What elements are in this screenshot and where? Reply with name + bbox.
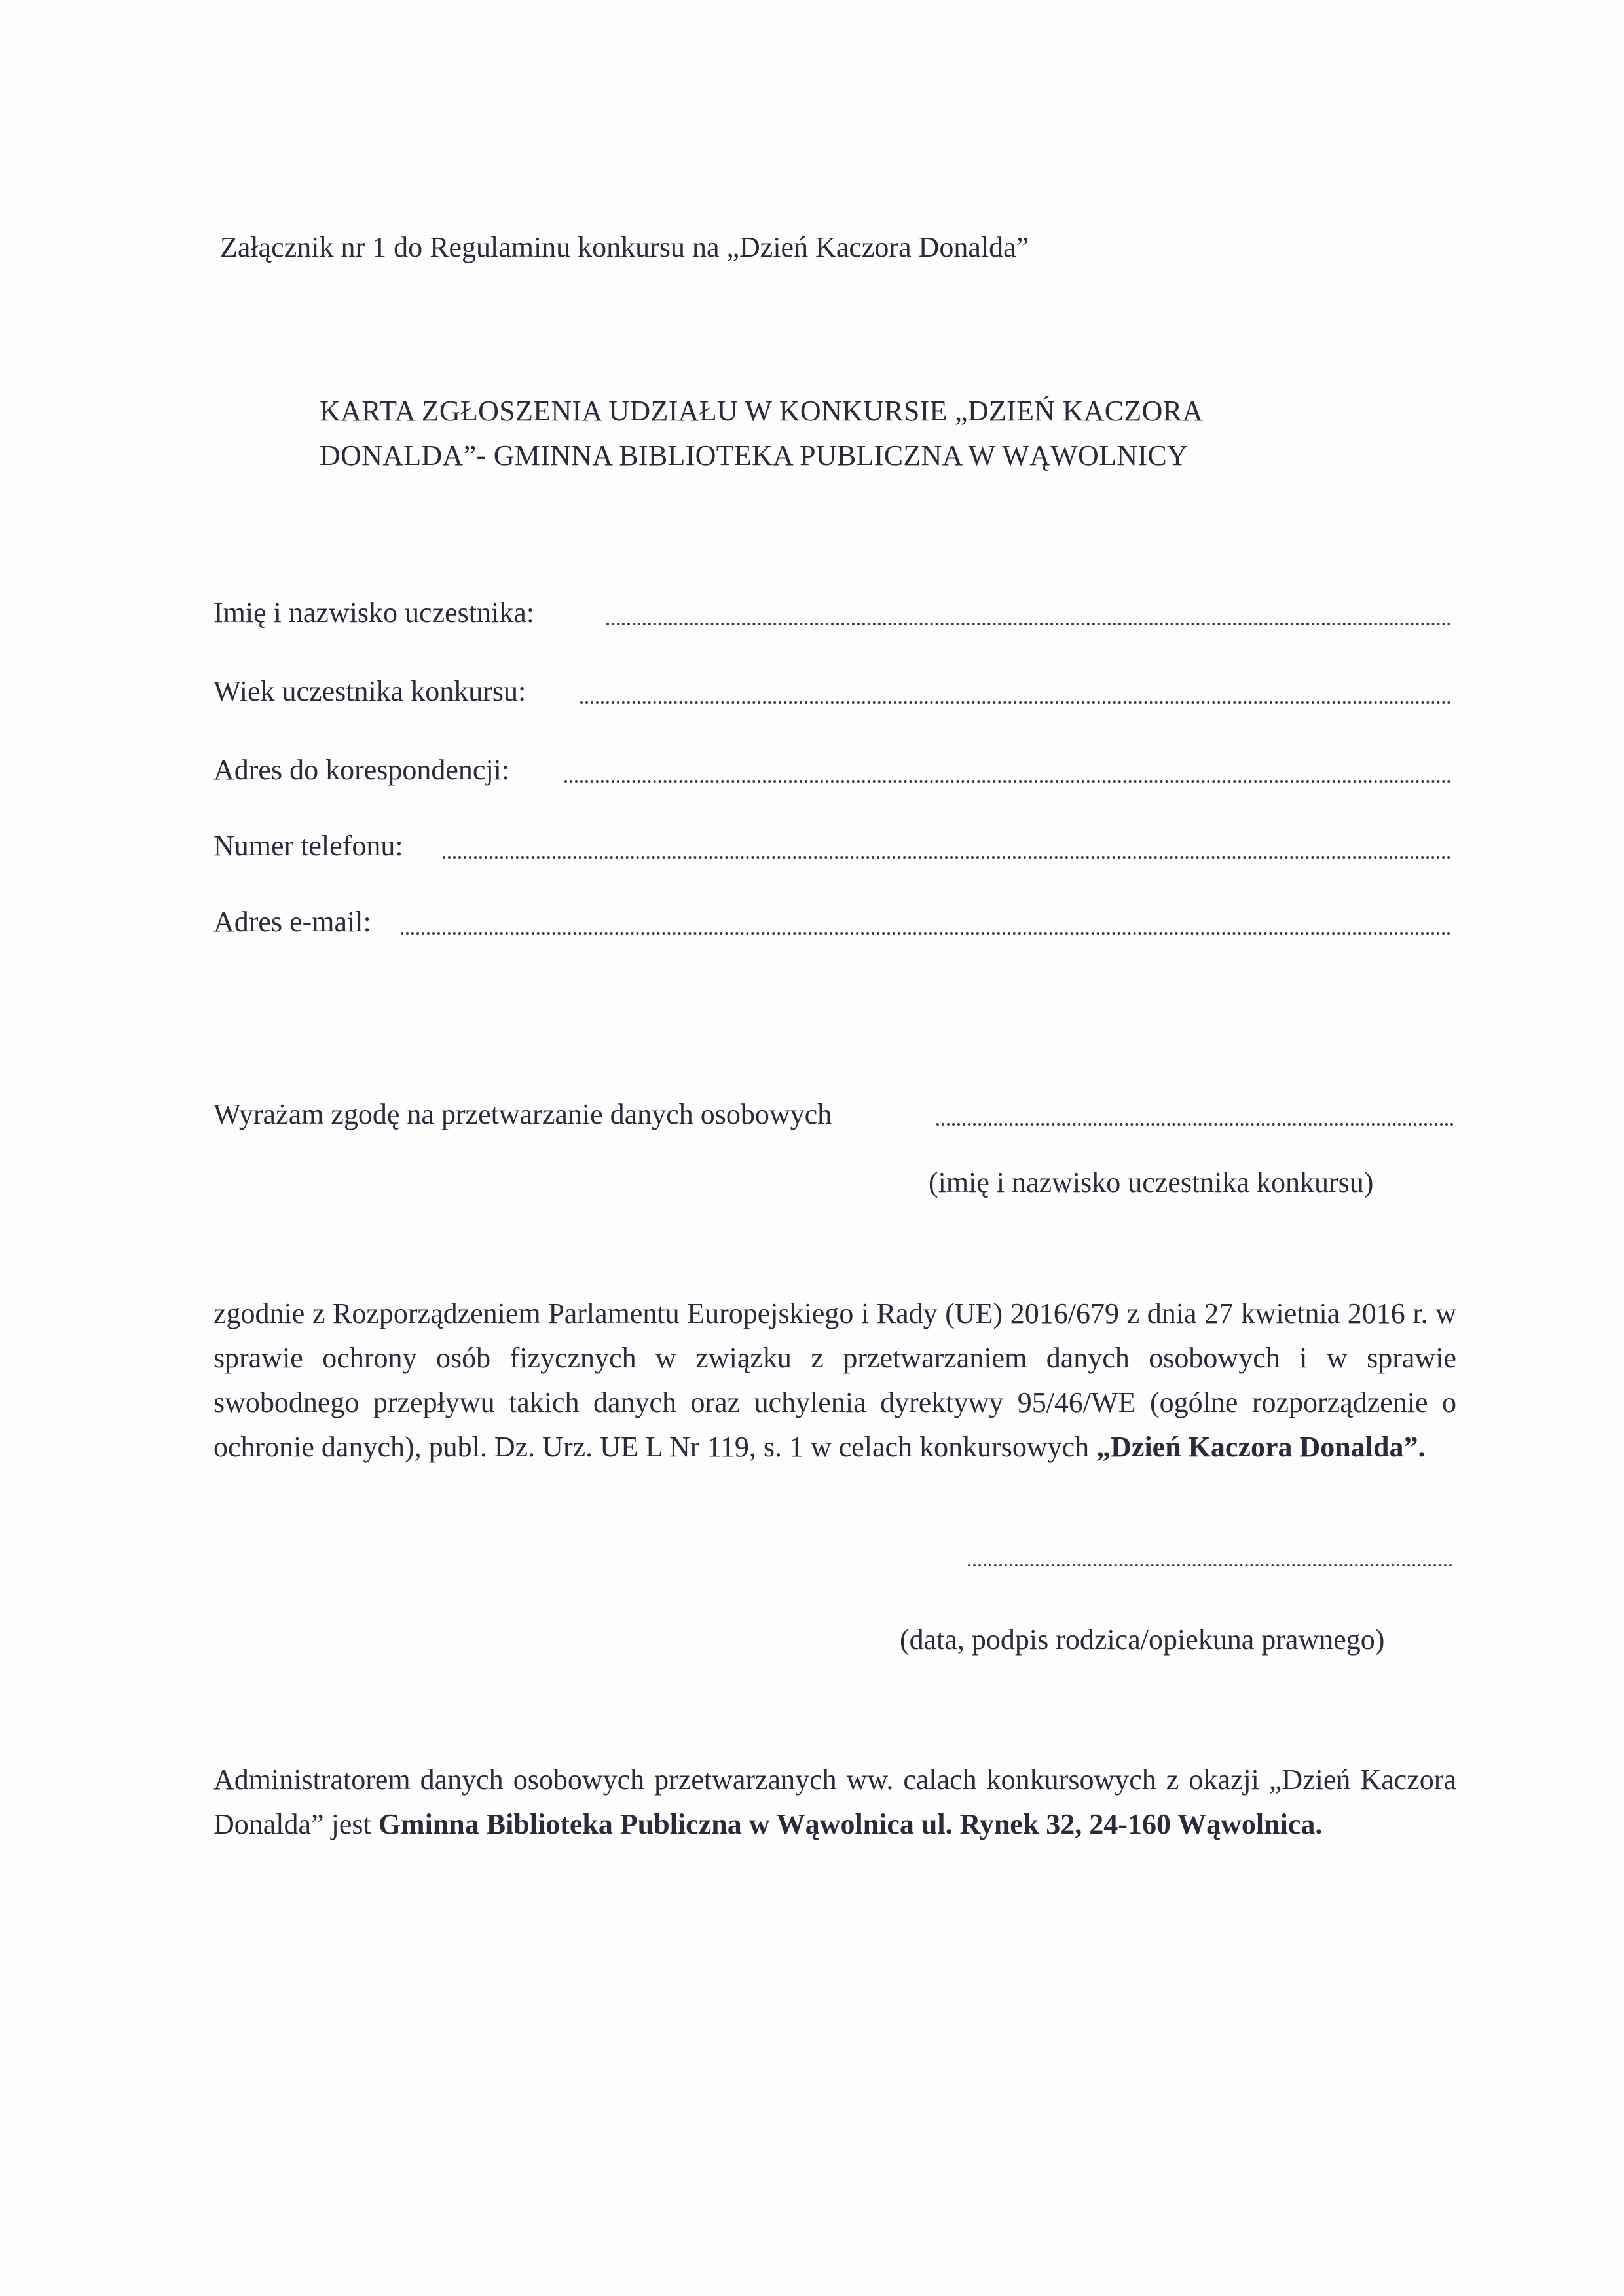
field-label: Wiek uczestnika konkursu:	[213, 675, 526, 707]
consent-caption: (imię i nazwisko uczestnika konkursu)	[929, 1166, 1374, 1198]
form-title	[320, 389, 1203, 478]
fill-in-dotted-line	[401, 932, 1451, 935]
form-title-line-1: KARTA ZGŁOSZENIA UDZIAŁU W KONKURSIE „DZIEŃ KACZORA	[320, 395, 1204, 427]
regulation-paragraph	[213, 1291, 1456, 1470]
consent-statement	[213, 1098, 1454, 1131]
consent-text: Wyrażam zgodę na przetwarzanie danych osobowych	[213, 1098, 832, 1130]
field-participant-age	[213, 675, 1451, 708]
fill-in-dotted-line	[606, 623, 1451, 625]
signature-dotted-line	[968, 1564, 1452, 1566]
field-label: Adres e-mail:	[213, 906, 371, 938]
signature-caption: (data, podpis rodzica/opiekuna prawnego)	[900, 1623, 1385, 1656]
attachment-line: Załącznik nr 1 do Regulaminu konkursu na „Dzień Kaczora Donalda”	[220, 231, 1029, 263]
fill-in-dotted-line	[936, 1123, 1454, 1126]
administrator-paragraph	[213, 1758, 1456, 1847]
fill-in-dotted-line	[580, 701, 1451, 704]
field-phone-number	[213, 829, 1451, 862]
regulation-bold-text: „Dzień Kaczora Donalda”.	[1096, 1431, 1426, 1463]
form-title-line-2: DONALDA”- GMINNA BIBLIOTEKA PUBLICZNA W WĄWOLNICY	[320, 439, 1189, 472]
field-label: Imię i nazwisko uczestnika:	[213, 597, 534, 629]
regulation-text: zgodnie z Rozporządzeniem Parlamentu Europejskiego i Rady (UE) 2016/679 z dnia 27 kwietnia 2016 r. w sprawie ochrony osób fizycznych w związku z przetwarzaniem danych osobowych i w sprawie swobodnego przepływu takich danych oraz uchylenia dyrektywy 95/46/WE (ogólne rozporządzenie o ochronie danych), publ. Dz. Urz. UE L Nr 119, s. 1 w celach konkursowych	[213, 1297, 1456, 1463]
field-mailing-address	[213, 753, 1451, 787]
administrator-text: Administratorem danych osobowych przetwarzanych ww. calach konkursowych z okazji „Dzień Kaczora Donalda” jest	[213, 1764, 1456, 1840]
field-participant-name	[213, 596, 1451, 629]
fill-in-dotted-line	[443, 856, 1451, 859]
administrator-bold-text: Gminna Biblioteka Publiczna w Wąwolnica ul. Rynek 32, 24-160 Wąwolnica.	[378, 1808, 1323, 1840]
fill-in-dotted-line	[564, 780, 1451, 783]
field-email-address	[213, 905, 1451, 938]
field-label: Numer telefonu:	[213, 830, 403, 862]
field-label: Adres do korespondencji:	[213, 754, 510, 786]
